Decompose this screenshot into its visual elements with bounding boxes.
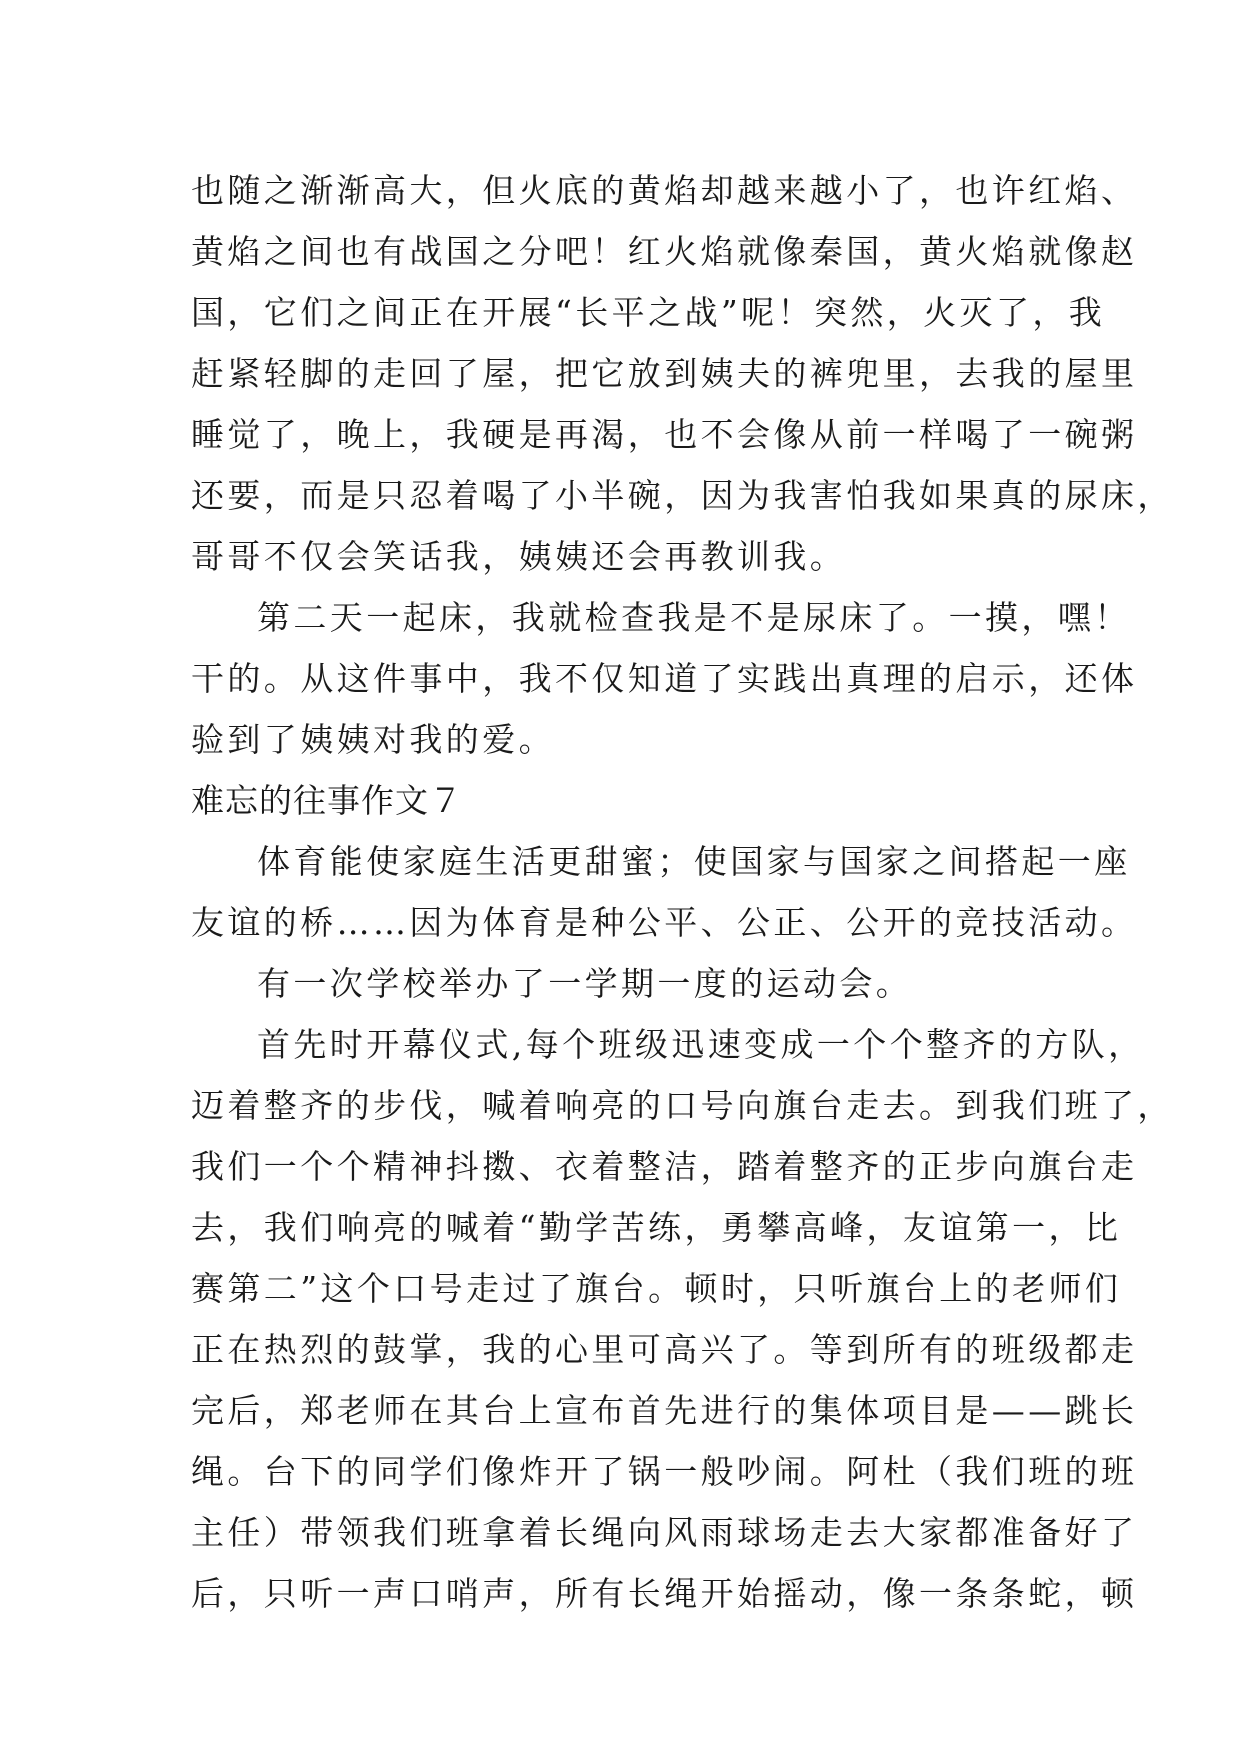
text-line: 迈着整齐的步伐，喊着响亮的口号向旗台走去。到我们班了，	[191, 1086, 1174, 1125]
text-line: 去，我们响亮的喊着“勤学苦练，勇攀高峰，友谊第一，比	[191, 1208, 1122, 1247]
text-line: 第二天一起床，我就检查我是不是尿床了。一摸，嘿！	[257, 598, 1131, 637]
text-line: 主任）带领我们班拿着长绳向风雨球场走去大家都准备好了	[191, 1513, 1138, 1552]
text-line: 我们一个个精神抖擞、衣着整洁，踏着整齐的正步向旗台走	[191, 1147, 1138, 1186]
text-line: 还要，而是只忍着喝了小半碗，因为我害怕我如果真的尿床，	[191, 476, 1174, 515]
text-line: 睡觉了，晚上，我硬是再渴，也不会像从前一样喝了一碗粥	[191, 415, 1138, 454]
text-line: 黄焰之间也有战国之分吧！红火焰就像秦国，黄火焰就像赵	[191, 232, 1138, 271]
text-line: 有一次学校举办了一学期一度的运动会。	[257, 964, 913, 1003]
text-line: 国，它们之间正在开展“长平之战”呢！突然，火灭了，我	[191, 293, 1106, 332]
text-line: 哥哥不仅会笑话我，姨姨还会再教训我。	[191, 537, 847, 576]
text-line: 友谊的桥……因为体育是种公平、公正、公开的竞技活动。	[191, 903, 1138, 942]
text-line: 绳。台下的同学们像炸开了锅一般吵闹。阿杜（我们班的班	[191, 1452, 1138, 1491]
text-line: 验到了姨姨对我的爱。	[191, 720, 555, 759]
text-line: 干的。从这件事中，我不仅知道了实践出真理的启示，还体	[191, 659, 1138, 698]
text-line: 也随之渐渐高大，但火底的黄焰却越来越小了，也许红焰、	[191, 171, 1138, 210]
text-line: 赛第二”这个口号走过了旗台。顿时，只听旗台上的老师们	[191, 1269, 1122, 1308]
text-line: 正在热烈的鼓掌，我的心里可高兴了。等到所有的班级都走	[191, 1330, 1138, 1369]
text-line: 完后，郑老师在其台上宣布首先进行的集体项目是——跳长	[191, 1391, 1138, 1430]
document-body	[191, 160, 1174, 1624]
text-line: 体育能使家庭生活更甜蜜；使国家与国家之间搭起一座	[257, 842, 1131, 881]
text-line: 后，只听一声口哨声，所有长绳开始摇动，像一条条蛇，顿	[191, 1574, 1138, 1613]
section-heading: 难忘的往事作文７	[191, 781, 463, 820]
text-line: 赶紧轻脚的走回了屋，把它放到姨夫的裤兜里，去我的屋里	[191, 354, 1138, 393]
text-line: 首先时开幕仪式,每个班级迅速变成一个个整齐的方队，	[257, 1025, 1145, 1064]
